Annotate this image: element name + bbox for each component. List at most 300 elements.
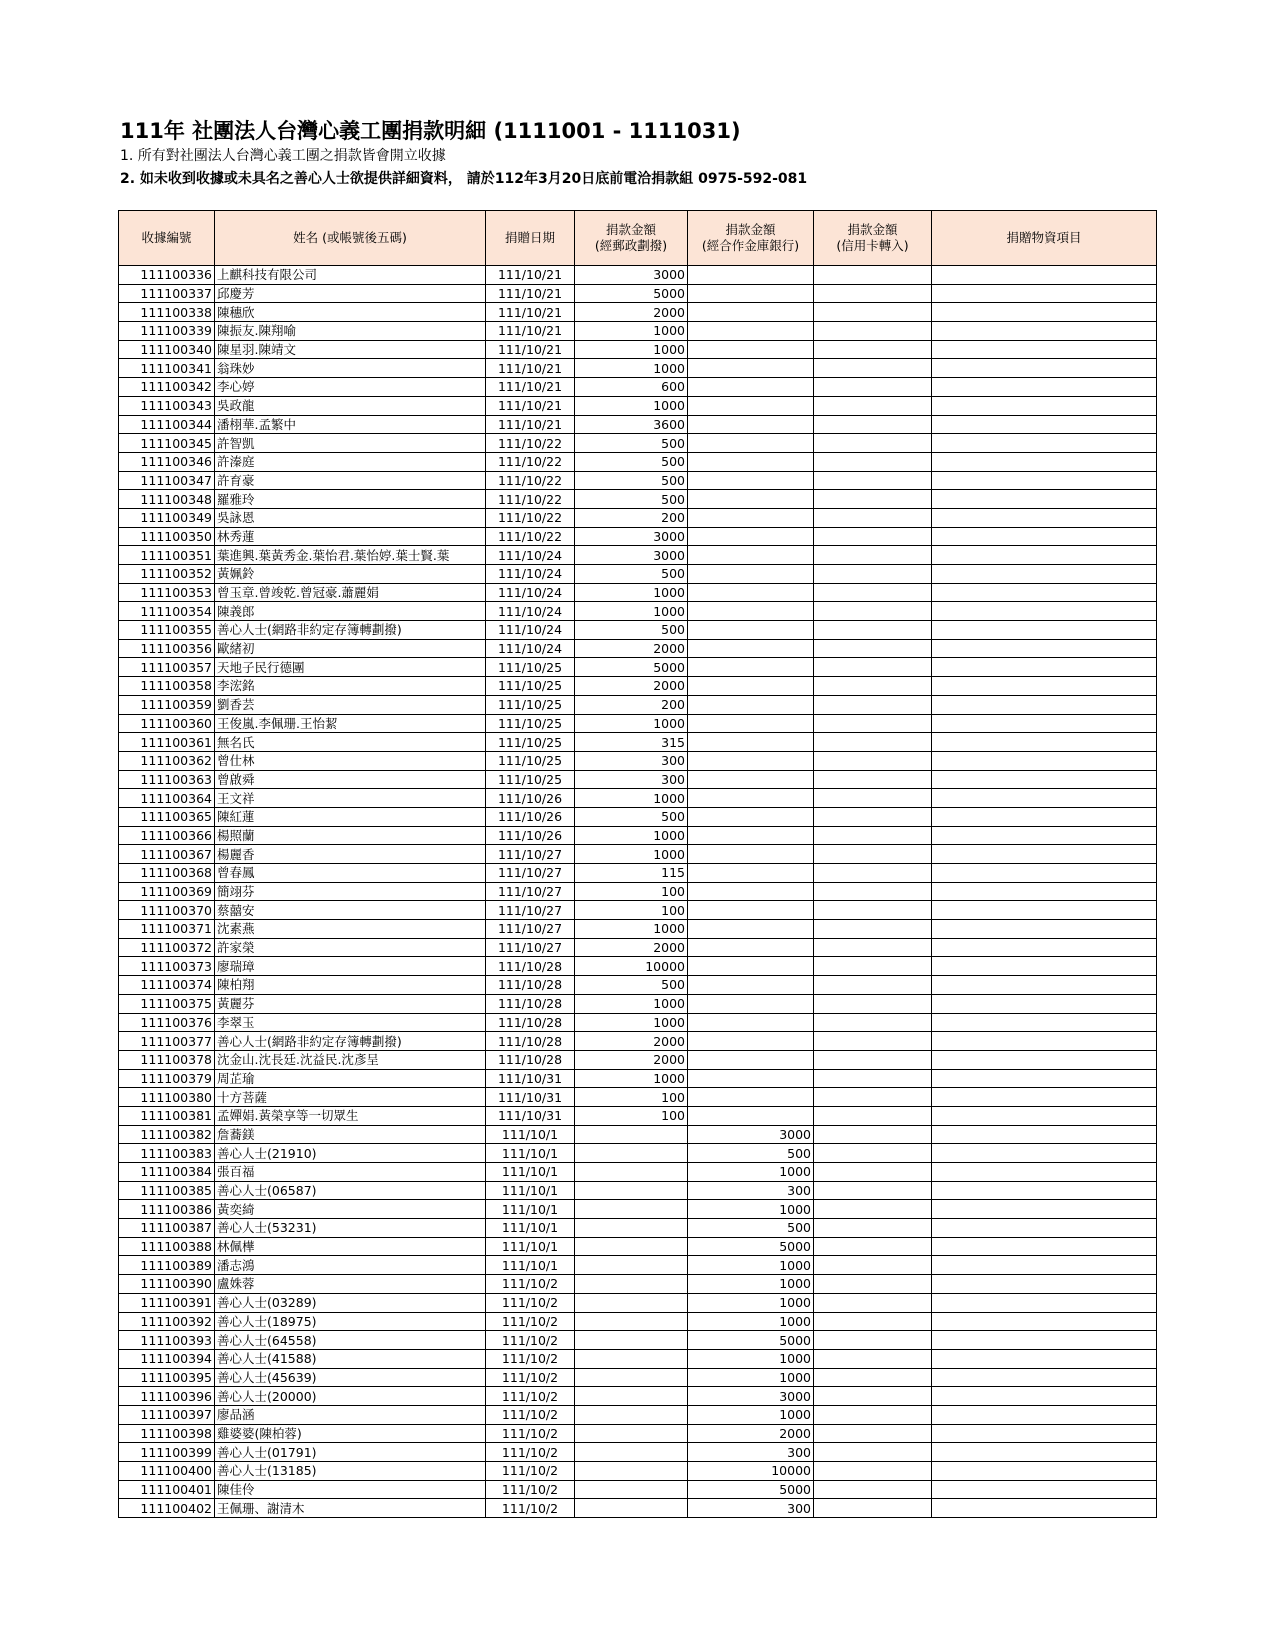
- bank-amount-cell: [688, 864, 814, 883]
- postal-amount-cell: [575, 1181, 688, 1200]
- card-amount-cell: [814, 602, 932, 621]
- donor-name-cell: 善心人士(53231): [215, 1219, 486, 1238]
- receipt-no-cell: 111100397: [119, 1405, 215, 1424]
- table-row: [119, 434, 1157, 453]
- bank-amount-cell: 500: [688, 1144, 814, 1163]
- header-bank-amount: [688, 211, 814, 266]
- bank-amount-cell: [688, 733, 814, 752]
- postal-amount-cell: 1000: [575, 826, 688, 845]
- postal-amount-cell: 1000: [575, 789, 688, 808]
- table-row: [119, 920, 1157, 939]
- donor-name-cell: 曾仕林: [215, 751, 486, 770]
- receipt-no-cell: 111100353: [119, 583, 215, 602]
- postal-amount-cell: 500: [575, 490, 688, 509]
- goods-cell: [932, 1331, 1157, 1350]
- donor-name-cell: 陳義郎: [215, 602, 486, 621]
- postal-amount-cell: 500: [575, 807, 688, 826]
- card-amount-cell: [814, 1312, 932, 1331]
- donation-date-cell: 111/10/2: [486, 1312, 575, 1331]
- header-postal-amount: [575, 211, 688, 266]
- postal-amount-cell: 1000: [575, 994, 688, 1013]
- donation-date-cell: 111/10/21: [486, 340, 575, 359]
- postal-amount-cell: 1000: [575, 1013, 688, 1032]
- goods-cell: [932, 1368, 1157, 1387]
- donation-date-cell: 111/10/25: [486, 770, 575, 789]
- receipt-no-cell: 111100358: [119, 677, 215, 696]
- bank-amount-cell: 1000: [688, 1256, 814, 1275]
- bank-amount-cell: [688, 527, 814, 546]
- bank-amount-cell: [688, 751, 814, 770]
- goods-cell: [932, 770, 1157, 789]
- bank-amount-cell: [688, 471, 814, 490]
- goods-cell: [932, 1256, 1157, 1275]
- donation-date-cell: 111/10/27: [486, 938, 575, 957]
- card-amount-cell: [814, 1106, 932, 1125]
- goods-cell: [932, 508, 1157, 527]
- donation-date-cell: 111/10/21: [486, 415, 575, 434]
- goods-cell: [932, 583, 1157, 602]
- table-row: [119, 266, 1157, 285]
- bank-amount-cell: [688, 266, 814, 285]
- table-row: [119, 1256, 1157, 1275]
- donation-date-cell: 111/10/27: [486, 882, 575, 901]
- receipt-no-cell: 111100363: [119, 770, 215, 789]
- table-row: [119, 1462, 1157, 1481]
- receipt-no-cell: 111100390: [119, 1275, 215, 1294]
- goods-cell: [932, 527, 1157, 546]
- donation-date-cell: 111/10/1: [486, 1181, 575, 1200]
- postal-amount-cell: [575, 1424, 688, 1443]
- donation-date-cell: 111/10/2: [486, 1368, 575, 1387]
- receipt-no-cell: 111100382: [119, 1125, 215, 1144]
- receipt-no-cell: 111100352: [119, 565, 215, 584]
- bank-amount-cell: 3000: [688, 1387, 814, 1406]
- bank-amount-cell: [688, 714, 814, 733]
- bank-amount-cell: [688, 565, 814, 584]
- receipt-no-cell: 111100380: [119, 1088, 215, 1107]
- postal-amount-cell: [575, 1293, 688, 1312]
- donation-date-cell: 111/10/28: [486, 1013, 575, 1032]
- table-row: [119, 415, 1157, 434]
- goods-cell: [932, 882, 1157, 901]
- donation-date-cell: 111/10/28: [486, 957, 575, 976]
- goods-cell: [932, 284, 1157, 303]
- goods-cell: [932, 602, 1157, 621]
- postal-amount-cell: 2000: [575, 938, 688, 957]
- postal-amount-cell: 315: [575, 733, 688, 752]
- header-bank-line1: 捐款金額: [725, 222, 776, 237]
- receipt-no-cell: 111100384: [119, 1163, 215, 1182]
- table-row: [119, 546, 1157, 565]
- goods-cell: [932, 434, 1157, 453]
- donation-date-cell: 111/10/25: [486, 658, 575, 677]
- goods-cell: [932, 1181, 1157, 1200]
- donation-date-cell: 111/10/24: [486, 546, 575, 565]
- table-row: [119, 508, 1157, 527]
- card-amount-cell: [814, 1032, 932, 1051]
- goods-cell: [932, 266, 1157, 285]
- table-row: [119, 695, 1157, 714]
- goods-cell: [932, 471, 1157, 490]
- donation-date-cell: 111/10/21: [486, 396, 575, 415]
- goods-cell: [932, 1106, 1157, 1125]
- donor-name-cell: 楊麗香: [215, 845, 486, 864]
- postal-amount-cell: [575, 1144, 688, 1163]
- table-row: [119, 658, 1157, 677]
- bank-amount-cell: [688, 1013, 814, 1032]
- donation-date-cell: 111/10/21: [486, 284, 575, 303]
- table-row: [119, 1368, 1157, 1387]
- donor-name-cell: 張百福: [215, 1163, 486, 1182]
- goods-cell: [932, 303, 1157, 322]
- card-amount-cell: [814, 1462, 932, 1481]
- card-amount-cell: [814, 490, 932, 509]
- goods-cell: [932, 751, 1157, 770]
- card-amount-cell: [814, 527, 932, 546]
- postal-amount-cell: 1000: [575, 845, 688, 864]
- receipt-no-cell: 111100360: [119, 714, 215, 733]
- bank-amount-cell: [688, 434, 814, 453]
- note-receipt: 1. 所有對社團法人台灣心義工團之捐款皆會開立收據: [120, 148, 446, 164]
- table-row: [119, 826, 1157, 845]
- receipt-no-cell: 111100400: [119, 1462, 215, 1481]
- goods-cell: [932, 396, 1157, 415]
- bank-amount-cell: [688, 546, 814, 565]
- receipt-no-cell: 111100395: [119, 1368, 215, 1387]
- goods-cell: [932, 639, 1157, 658]
- bank-amount-cell: [688, 1032, 814, 1051]
- donor-name-cell: 蔡囍安: [215, 901, 486, 920]
- donation-date-cell: 111/10/26: [486, 807, 575, 826]
- receipt-no-cell: 111100376: [119, 1013, 215, 1032]
- donor-name-cell: 善心人士(網路非約定存簿轉劃撥): [215, 1032, 486, 1051]
- donation-table: [118, 210, 1157, 1518]
- postal-amount-cell: 1000: [575, 583, 688, 602]
- bank-amount-cell: 1000: [688, 1200, 814, 1219]
- goods-cell: [932, 845, 1157, 864]
- card-amount-cell: [814, 340, 932, 359]
- donor-name-cell: 吳政龍: [215, 396, 486, 415]
- donation-date-cell: 111/10/22: [486, 471, 575, 490]
- donation-date-cell: 111/10/2: [486, 1462, 575, 1481]
- table-row: [119, 1032, 1157, 1051]
- card-amount-cell: [814, 994, 932, 1013]
- donor-name-cell: 善心人士(41588): [215, 1349, 486, 1368]
- goods-cell: [932, 565, 1157, 584]
- goods-cell: [932, 733, 1157, 752]
- card-amount-cell: [814, 1050, 932, 1069]
- donation-date-cell: 111/10/28: [486, 1032, 575, 1051]
- bank-amount-cell: [688, 508, 814, 527]
- donor-name-cell: 黃奕綺: [215, 1200, 486, 1219]
- goods-cell: [932, 378, 1157, 397]
- postal-amount-cell: 100: [575, 1088, 688, 1107]
- receipt-no-cell: 111100347: [119, 471, 215, 490]
- receipt-no-cell: 111100387: [119, 1219, 215, 1238]
- donation-date-cell: 111/10/26: [486, 789, 575, 808]
- bank-amount-cell: 1000: [688, 1312, 814, 1331]
- goods-cell: [932, 826, 1157, 845]
- postal-amount-cell: 300: [575, 751, 688, 770]
- goods-cell: [932, 1219, 1157, 1238]
- donation-date-cell: 111/10/1: [486, 1125, 575, 1144]
- receipt-no-cell: 111100398: [119, 1424, 215, 1443]
- donation-date-cell: 111/10/2: [486, 1331, 575, 1350]
- table-row: [119, 1405, 1157, 1424]
- card-amount-cell: [814, 1069, 932, 1088]
- bank-amount-cell: 1000: [688, 1293, 814, 1312]
- table-body: [119, 266, 1157, 1518]
- goods-cell: [932, 1088, 1157, 1107]
- donor-name-cell: 善心人士(01791): [215, 1443, 486, 1462]
- card-amount-cell: [814, 1144, 932, 1163]
- donation-date-cell: 111/10/1: [486, 1237, 575, 1256]
- goods-cell: [932, 1387, 1157, 1406]
- receipt-no-cell: 111100343: [119, 396, 215, 415]
- table-row: [119, 284, 1157, 303]
- donation-date-cell: 111/10/2: [486, 1424, 575, 1443]
- bank-amount-cell: [688, 677, 814, 696]
- donor-name-cell: 陳振友.陳翔喻: [215, 322, 486, 341]
- donor-name-cell: 王佩珊、謝清木: [215, 1499, 486, 1518]
- table-row: [119, 770, 1157, 789]
- goods-cell: [932, 920, 1157, 939]
- goods-cell: [932, 976, 1157, 995]
- goods-cell: [932, 546, 1157, 565]
- postal-amount-cell: 1000: [575, 714, 688, 733]
- card-amount-cell: [814, 920, 932, 939]
- table-row: [119, 1499, 1157, 1518]
- page-title: 111年 社團法人台灣心義工團捐款明細 (1111001 - 1111031): [120, 119, 741, 143]
- receipt-no-cell: 111100350: [119, 527, 215, 546]
- postal-amount-cell: [575, 1163, 688, 1182]
- table-row: [119, 677, 1157, 696]
- bank-amount-cell: [688, 602, 814, 621]
- donation-date-cell: 111/10/28: [486, 994, 575, 1013]
- postal-amount-cell: [575, 1275, 688, 1294]
- receipt-no-cell: 111100383: [119, 1144, 215, 1163]
- table-row: [119, 751, 1157, 770]
- card-amount-cell: [814, 452, 932, 471]
- goods-cell: [932, 1200, 1157, 1219]
- receipt-no-cell: 111100348: [119, 490, 215, 509]
- table-row: [119, 1219, 1157, 1238]
- goods-cell: [932, 1275, 1157, 1294]
- receipt-no-cell: 111100388: [119, 1237, 215, 1256]
- donor-name-cell: 李浤銘: [215, 677, 486, 696]
- header-name: 姓名 (或帳號後五碼): [215, 211, 486, 266]
- donor-name-cell: 林佩樺: [215, 1237, 486, 1256]
- receipt-no-cell: 111100378: [119, 1050, 215, 1069]
- donation-date-cell: 111/10/2: [486, 1443, 575, 1462]
- donor-name-cell: 陳穗欣: [215, 303, 486, 322]
- receipt-no-cell: 111100368: [119, 864, 215, 883]
- bank-amount-cell: [688, 303, 814, 322]
- card-amount-cell: [814, 1256, 932, 1275]
- table-row: [119, 714, 1157, 733]
- bank-amount-cell: [688, 490, 814, 509]
- table-row: [119, 1050, 1157, 1069]
- donor-name-cell: 廖瑞璋: [215, 957, 486, 976]
- table-row: [119, 565, 1157, 584]
- card-amount-cell: [814, 621, 932, 640]
- table-row: [119, 845, 1157, 864]
- postal-amount-cell: [575, 1237, 688, 1256]
- goods-cell: [932, 340, 1157, 359]
- postal-amount-cell: [575, 1219, 688, 1238]
- bank-amount-cell: [688, 322, 814, 341]
- postal-amount-cell: 3000: [575, 527, 688, 546]
- postal-amount-cell: 600: [575, 378, 688, 397]
- postal-amount-cell: 500: [575, 434, 688, 453]
- receipt-no-cell: 111100399: [119, 1443, 215, 1462]
- donation-date-cell: 111/10/1: [486, 1144, 575, 1163]
- table-row: [119, 340, 1157, 359]
- table-row: [119, 938, 1157, 957]
- receipt-no-cell: 111100394: [119, 1349, 215, 1368]
- card-amount-cell: [814, 1331, 932, 1350]
- card-amount-cell: [814, 1219, 932, 1238]
- donation-date-cell: 111/10/1: [486, 1219, 575, 1238]
- receipt-no-cell: 111100374: [119, 976, 215, 995]
- postal-amount-cell: 10000: [575, 957, 688, 976]
- bank-amount-cell: 1000: [688, 1405, 814, 1424]
- bank-amount-cell: 5000: [688, 1480, 814, 1499]
- donor-name-cell: 黃姵鈴: [215, 565, 486, 584]
- donation-date-cell: 111/10/2: [486, 1499, 575, 1518]
- bank-amount-cell: [688, 826, 814, 845]
- donor-name-cell: 沈素燕: [215, 920, 486, 939]
- table-row: [119, 490, 1157, 509]
- receipt-no-cell: 111100354: [119, 602, 215, 621]
- receipt-no-cell: 111100336: [119, 266, 215, 285]
- donor-name-cell: 善心人士(20000): [215, 1387, 486, 1406]
- postal-amount-cell: [575, 1349, 688, 1368]
- donor-name-cell: 羅雅玲: [215, 490, 486, 509]
- postal-amount-cell: 500: [575, 621, 688, 640]
- goods-cell: [932, 1163, 1157, 1182]
- donation-date-cell: 111/10/28: [486, 976, 575, 995]
- postal-amount-cell: [575, 1331, 688, 1350]
- postal-amount-cell: 200: [575, 508, 688, 527]
- bank-amount-cell: [688, 882, 814, 901]
- donation-date-cell: 111/10/21: [486, 378, 575, 397]
- card-amount-cell: [814, 1237, 932, 1256]
- donor-name-cell: 李心婷: [215, 378, 486, 397]
- receipt-no-cell: 111100337: [119, 284, 215, 303]
- bank-amount-cell: [688, 621, 814, 640]
- postal-amount-cell: 3000: [575, 546, 688, 565]
- goods-cell: [932, 864, 1157, 883]
- donation-date-cell: 111/10/28: [486, 1050, 575, 1069]
- bank-amount-cell: 10000: [688, 1462, 814, 1481]
- donation-date-cell: 111/10/25: [486, 695, 575, 714]
- donor-name-cell: 王文祥: [215, 789, 486, 808]
- bank-amount-cell: 5000: [688, 1237, 814, 1256]
- postal-amount-cell: [575, 1443, 688, 1462]
- card-amount-cell: [814, 639, 932, 658]
- donation-date-cell: 111/10/25: [486, 751, 575, 770]
- bank-amount-cell: 1000: [688, 1163, 814, 1182]
- goods-cell: [932, 359, 1157, 378]
- table-row: [119, 1443, 1157, 1462]
- table-row: [119, 1069, 1157, 1088]
- card-amount-cell: [814, 789, 932, 808]
- table-row: [119, 1387, 1157, 1406]
- donation-date-cell: 111/10/27: [486, 864, 575, 883]
- receipt-no-cell: 111100349: [119, 508, 215, 527]
- goods-cell: [932, 1499, 1157, 1518]
- donation-date-cell: 111/10/21: [486, 322, 575, 341]
- donor-name-cell: 周芷瑜: [215, 1069, 486, 1088]
- donation-date-cell: 111/10/24: [486, 602, 575, 621]
- table-row: [119, 976, 1157, 995]
- donation-date-cell: 111/10/2: [486, 1275, 575, 1294]
- receipt-no-cell: 111100392: [119, 1312, 215, 1331]
- goods-cell: [932, 1144, 1157, 1163]
- table-row: [119, 901, 1157, 920]
- card-amount-cell: [814, 976, 932, 995]
- donor-name-cell: 廖品涵: [215, 1405, 486, 1424]
- bank-amount-cell: 300: [688, 1181, 814, 1200]
- receipt-no-cell: 111100356: [119, 639, 215, 658]
- goods-cell: [932, 490, 1157, 509]
- goods-cell: [932, 677, 1157, 696]
- donor-name-cell: 天地子民行德團: [215, 658, 486, 677]
- goods-cell: [932, 1237, 1157, 1256]
- table-row: [119, 1163, 1157, 1182]
- bank-amount-cell: [688, 359, 814, 378]
- goods-cell: [932, 452, 1157, 471]
- receipt-no-cell: 111100365: [119, 807, 215, 826]
- table-row: [119, 864, 1157, 883]
- receipt-no-cell: 111100377: [119, 1032, 215, 1051]
- card-amount-cell: [814, 1368, 932, 1387]
- table-row: [119, 1013, 1157, 1032]
- table-row: [119, 1106, 1157, 1125]
- postal-amount-cell: [575, 1125, 688, 1144]
- card-amount-cell: [814, 471, 932, 490]
- postal-amount-cell: 1000: [575, 602, 688, 621]
- bank-amount-cell: 3000: [688, 1125, 814, 1144]
- donation-date-cell: 111/10/24: [486, 583, 575, 602]
- donor-name-cell: 吳詠恩: [215, 508, 486, 527]
- card-amount-cell: [814, 1405, 932, 1424]
- table-row: [119, 882, 1157, 901]
- card-amount-cell: [814, 677, 932, 696]
- table-row: [119, 322, 1157, 341]
- table-row: [119, 1144, 1157, 1163]
- card-amount-cell: [814, 751, 932, 770]
- donor-name-cell: 善心人士(06587): [215, 1181, 486, 1200]
- bank-amount-cell: [688, 901, 814, 920]
- bank-amount-cell: [688, 396, 814, 415]
- donation-date-cell: 111/10/21: [486, 266, 575, 285]
- postal-amount-cell: 500: [575, 976, 688, 995]
- receipt-no-cell: 111100389: [119, 1256, 215, 1275]
- goods-cell: [932, 695, 1157, 714]
- card-amount-cell: [814, 1088, 932, 1107]
- card-amount-cell: [814, 658, 932, 677]
- table-row: [119, 1349, 1157, 1368]
- receipt-no-cell: 111100344: [119, 415, 215, 434]
- card-amount-cell: [814, 826, 932, 845]
- postal-amount-cell: 100: [575, 882, 688, 901]
- donor-name-cell: 善心人士(64558): [215, 1331, 486, 1350]
- donor-name-cell: 許智凱: [215, 434, 486, 453]
- postal-amount-cell: 2000: [575, 303, 688, 322]
- card-amount-cell: [814, 1125, 932, 1144]
